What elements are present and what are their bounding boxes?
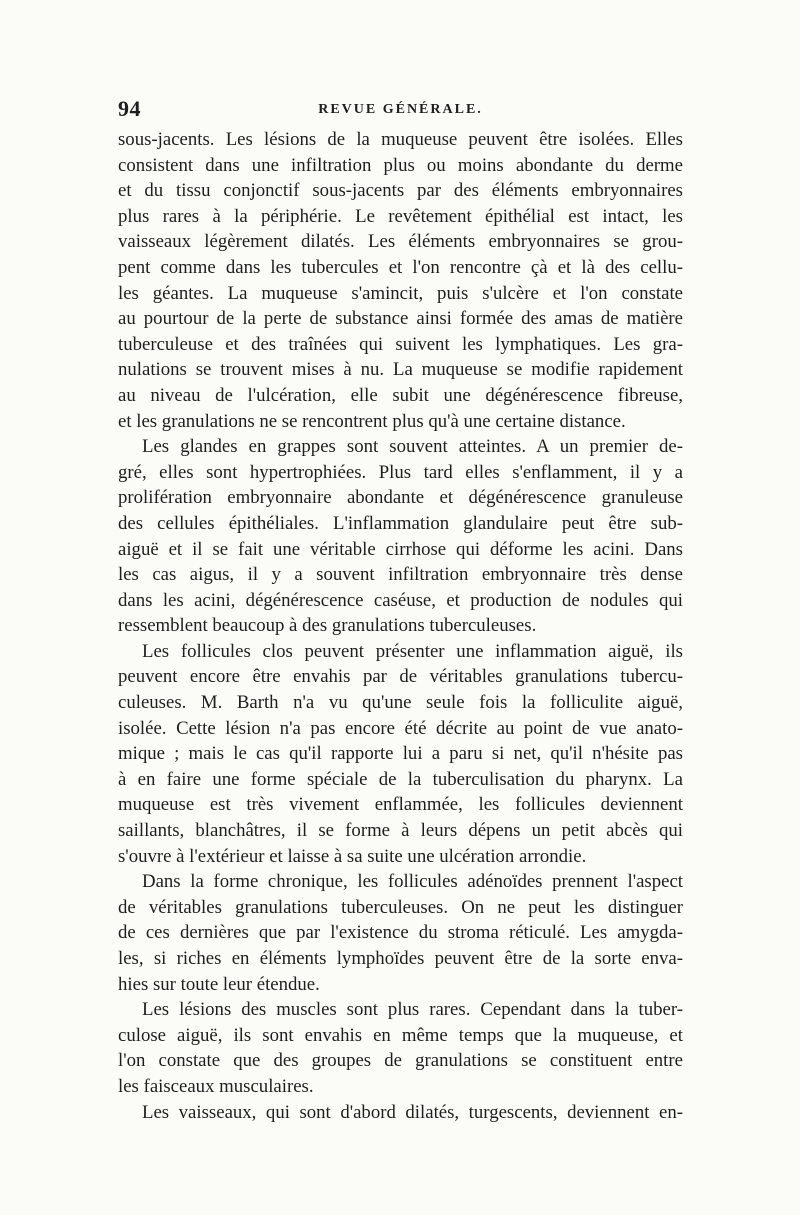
text-line: culeuses. M. Barth n'a vu qu'une seule fois la folliculite aiguë, [118,692,683,714]
text-line: de véritables granulations tuberculeuses. On ne peut les distinguer [118,896,683,918]
text-line: les, si riches en éléments lymphoïdes peuvent être de la sorte enva- [118,948,683,969]
text-line: muqueuse est très vivement enflammée, les follicules deviennent [118,794,683,816]
text-line: et du tissu conjonctif sous-jacents par des éléments embryonnaires [118,180,683,202]
paragraph-start-line: Les glandes en grappes sont souvent atteintes. A un premier de- [142,436,683,458]
text-line: gré, elles sont hypertrophiées. Plus tard elles s'enflamment, il y a [118,461,683,483]
paragraph-start-line: Dans la forme chronique, les follicules adénoïdes prennent l'aspect [142,871,683,893]
text-line: l'on constate que des groupes de granulations se constituent entre [118,1050,683,1072]
paragraph-start-line: Les follicules clos peuvent présenter une inflammation aiguë, ils [142,640,683,662]
text-line: au niveau de l'ulcération, elle subit une dégénérescence fibreuse, [118,384,683,406]
text-line: les géantes. La muqueuse s'amincit, puis s'ulcère et l'on constate [118,282,683,304]
body-text [118,127,683,1125]
running-title: REVUE GÉNÉRALE. [318,102,483,117]
paragraph-start-line: Les lésions des muscles sont plus rares. Cependant dans la tuber- [142,999,683,1021]
text-line: hies sur toute leur étendue. [118,973,320,995]
text-line: ressemblent beaucoup à des granulations tuberculeuses. [118,615,537,637]
text-line: de ces dernières que par l'existence du stroma réticulé. Les amygda- [118,922,683,944]
text-line: et les granulations ne se rencontrent plus qu'à une certaine distance. [118,410,626,432]
text-line: isolée. Cette lésion n'a pas encore été décrite au point de vue anato- [118,717,683,739]
text-line: aiguë et il se fait une véritable cirrhose qui déforme les acini. Dans [118,538,683,560]
text-line: les cas aigus, il y a souvent infiltration embryonnaire très dense [118,564,683,586]
paragraph-start-line: Les vaisseaux, qui sont d'abord dilatés, turgescents, deviennent en- [142,1101,683,1123]
text-line: tuberculeuse et des traînées qui suivent les lymphatiques. Les gra- [118,333,683,355]
text-line: dans les acini, dégénérescence caséuse, et production de nodules qui [118,589,683,611]
text-line: sous-jacents. Les lésions de la muqueuse peuvent être isolées. Elles [118,129,683,150]
text-line: vaisseaux légèrement dilatés. Les éléments embryonnaires se grou- [118,231,683,253]
text-line: consistent dans une infiltration plus ou moins abondante du derme [118,154,683,176]
text-line: s'ouvre à l'extérieur et laisse à sa suite une ulcération arrondie. [118,845,587,867]
text-line: peuvent encore être envahis par de véritables granulations tubercu- [118,666,683,688]
running-head [118,96,683,126]
text-line: pent comme dans les tubercules et l'on rencontre çà et là des cellu- [118,256,683,278]
text-line: plus rares à la périphérie. Le revêtement épithélial est intact, les [118,205,683,227]
text-line: à en faire une forme spéciale de la tuberculisation du pharynx. La [118,768,683,790]
page-number: 94 [118,96,141,121]
text-line: les faisceaux musculaires. [118,1075,314,1097]
text-line: nulations se trouvent mises à nu. La muqueuse se modifie rapidement [118,359,683,381]
text-line: prolifération embryonnaire abondante et dégénérescence granuleuse [118,487,683,509]
text-line: mique ; mais le cas qu'il rapporte lui a paru si net, qu'il n'hésite pas [118,743,683,765]
text-line: au pourtour de la perte de substance ainsi formée des amas de matière [118,308,683,330]
text-line: des cellules épithéliales. L'inflammation glandulaire peut être sub- [118,512,683,534]
text-line: culose aiguë, ils sont envahis en même temps que la muqueuse, et [118,1024,683,1046]
text-line: saillants, blanchâtres, il se forme à leurs dépens un petit abcès qui [118,820,683,842]
